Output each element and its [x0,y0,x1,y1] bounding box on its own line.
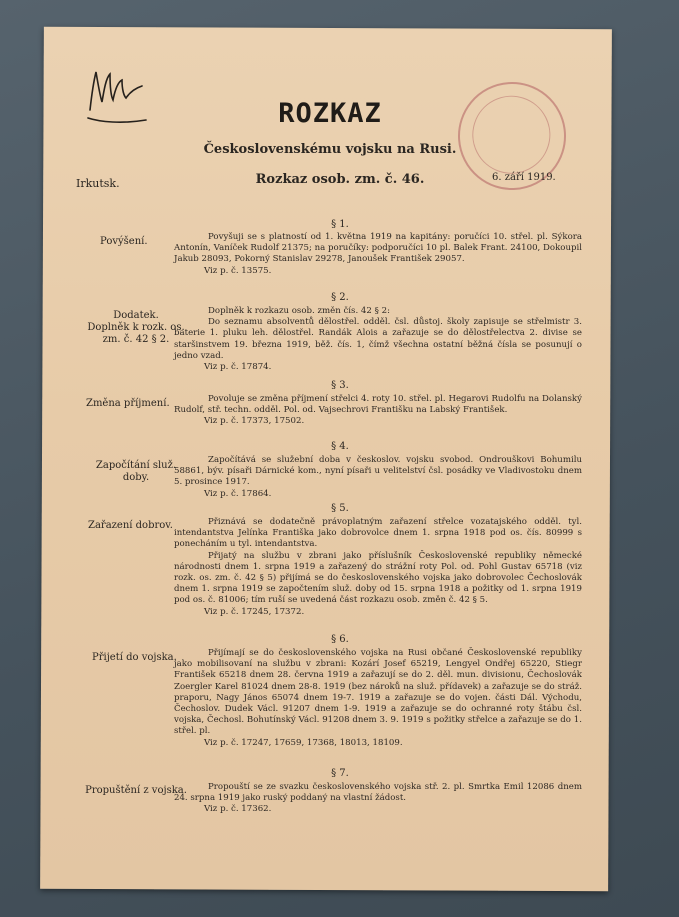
paragraph: Přiznává se dodatečně právoplatným zařazení střelce vozatajského odděl. tyl. intendantstva Jelínka Františka jako dobrovolce dnem 1. srpna 1918 pod os. čís. 80999 s ponecháním u tyl. intendantstva. [174,517,582,550]
paragraph: Povyšuji se s platností od 1. května 1919 na kapitány: poručíci 10. střel. pl. Sýkora Antonín, Vaníček Rudolf 21375; na poručíky: podporučíci 10 pl. Balek Frant. 24100, Dokoupil Jakub 28093, Pokorný Stanislav 29278, Janoušek František 29057. [174,232,582,265]
order-number: Rozkaz osob. zm. č. 46. [255,172,425,187]
handwritten-signature [82,62,154,134]
reference: Viz p. č. 13575. [204,265,272,276]
section-number: § 3. [331,380,349,391]
city: Irkutsk. [76,177,120,190]
reference: Viz p. č. 17373, 17502. [204,416,305,427]
document-subtitle: Československému vojsku na Rusi. [203,142,457,157]
section-number: § 1. [331,219,349,230]
section-body [174,648,582,749]
document-date: 6. září 1919. [492,172,556,183]
section-body [174,306,582,373]
section-body [174,394,582,428]
reference: Viz p. č. 17247, 17659, 17368, 18013, 18109. [204,737,403,748]
paragraph: Do seznamu absolventů dělostřel. odděl. čsl. důstoj. školy zapisuje se střelmistr 3. baterie 1. pluku leh. dělostřel. Randák Alois a zařazuje se do dělostřelectva 2. divise se staršinstvem 19. března 1919, běž. čís. 1, čímž všechna ostatní běžná čísla se posunují o jedno vzad. [174,317,582,361]
section-number: § 6. [331,634,349,645]
section-body [174,455,582,500]
reference: Viz p. č. 17874. [204,362,272,373]
margin-note: Dodatek. [113,310,159,321]
section-number: § 4. [331,441,349,452]
reference: Viz p. č. 17864. [204,488,272,499]
section-number: § 5. [331,503,349,514]
paragraph: Přijímají se do československého vojska na Rusi občané Československé republiky jako mobilisovaní na službu v zbrani: Kozárí Josef 65219, Lengyel Ondřej 65220, Stiegr František 65218 dnem 28. června 1919 a zařazují se do 2. děl. mun. divisionu, Čechoslovák Zoergler Karel 81024 dnem 28-8. 1919 (bez nároků na služ. přídavek) a zařazuje se do stráž. praporu, Nagy János 65074 dnem 19-7. 1919 a zařazuje se do vojen. části Dál. Východu, Čechoslov. Dudek Václ. 91207 dnem 1-9. 1919 a zařazuje se do ochranné roty štábu čsl. vojska, Čechosl. Bohutínský Václ. 91208 dnem 3. 9. 1919 s požitky střelce a zařazuje se do 1. střel. pl. [174,648,582,737]
reference: Viz p. č. 17362. [204,804,272,815]
reference: Viz p. č. 17245, 17372. [204,606,305,617]
section-number: § 7. [331,768,349,779]
paragraph: Přijatý na službu v zbrani jako příslušník Československé republiky německé národnosti dnem 1. srpna 1919 a zařazený do strážní roty Pol. od. Pohl Gustav 65718 (viz rozk. os. zm. č. 42 § 5) přijímá se do československého vojska jako dobrovolec Čechoslovák dnem 1. srpna 1919 se započtením služ. doby od 15. srpna 1918 a požitky od 1. srpna 1919 pod os. č. 81006; tím ruší se uvedená část rozkazu osob. změn č. 42 § 5. [174,550,582,606]
section-number: § 2. [331,292,349,303]
margin-note: Změna příjmení. [86,398,170,409]
margin-note: Započítání služ. doby. [95,460,177,483]
document-title: ROZKAZ [278,98,382,129]
margin-note: Doplněk k rozk. os. zm. č. 42 § 2. [87,322,185,345]
paragraph: Započítává se služební doba v českoslov. vojsku svobod. Ondrouškovi Bohumilu 58861, býv. písaři Dárnické kom., nyní písaři u velitelství čsl. posádky ve Vladivostoku dnem 5. prosince 1917. [174,455,582,488]
margin-note: Přijetí do vojska. [92,652,177,663]
paragraph: Propouští se ze svazku československého vojska stř. 2. pl. Smrtka Emil 12086 dnem 24. srpna 1919 jako ruský poddaný na vlastní žádost. [174,782,582,804]
margin-note: Zařazení dobrov. [88,520,173,531]
section-body [174,517,582,618]
section-body [174,782,582,816]
paragraph: Povoluje se změna příjmení střelci 4. roty 10. střel. pl. Hegarovi Rudolfu na Dolanský Rudolf, stř. techn. odděl. Pol. od. Vajsechrovi Františku na Labský František. [174,394,582,416]
paragraph: Doplněk k rozkazu osob. změn čís. 42 § 2: [208,306,390,316]
section-body [174,232,582,277]
margin-note: Propuštění z vojska. [85,785,187,796]
margin-note: Povýšení. [100,236,148,247]
